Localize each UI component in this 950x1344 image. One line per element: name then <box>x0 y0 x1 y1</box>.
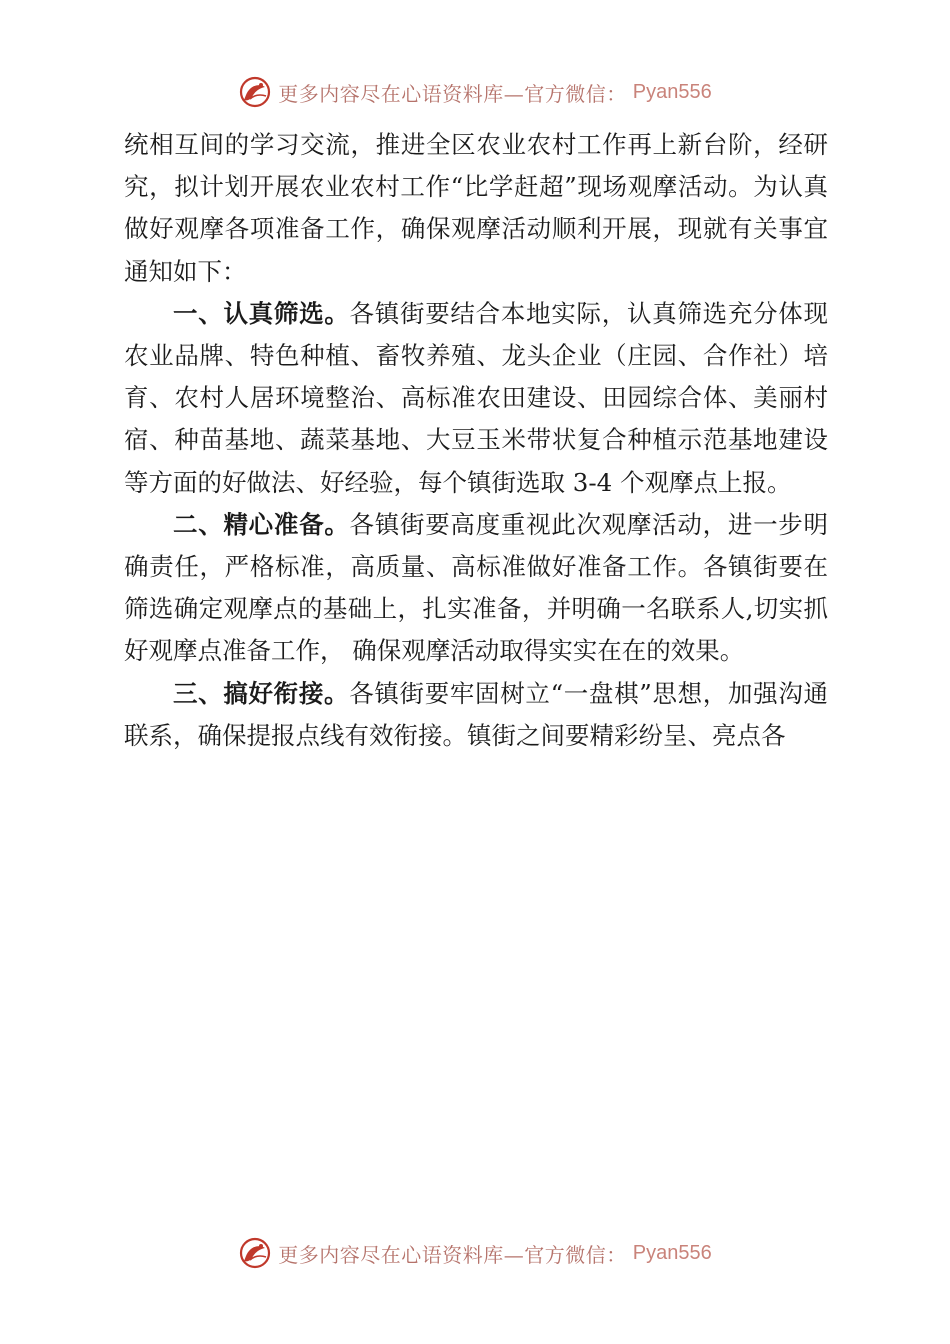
section-heading: 三、搞好衔接。 <box>173 678 350 708</box>
paragraph-text: 各镇街要结合本地实际，认真筛选充分体现农业品牌、特色种植、畜牧养殖、龙头企业（庄园、合作社）培育、农村人居环境整治、高标准农田建设、田园综合体、美丽村宿、种苗基地、蔬菜基地、大豆玉米带状复合种植示范基地建设等方面的好做法、好经验，每个镇街选取 3-4 个观摩点上报。 <box>124 298 829 497</box>
section-heading: 一、认真筛选。 <box>173 298 350 328</box>
paragraph-section-2 <box>124 504 828 673</box>
paragraph-text: 各镇街要牢固树立“一盘棋”思想，加强沟通联系，确保提报点线有效衔接。镇街之间要精彩纷呈、亮点各 <box>124 678 828 750</box>
watermark-text: 更多内容尽在心语资料库—官方微信： <box>278 1242 627 1267</box>
brand-logo-icon <box>238 1236 272 1270</box>
document-body <box>124 124 828 757</box>
watermark-wechat-id: Pyan556 <box>632 1241 712 1264</box>
footer-watermark <box>0 1233 950 1273</box>
brand-logo-icon <box>238 75 272 109</box>
paragraph-text: 各镇街要高度重视此次观摩活动，进一步明确责任，严格标准，高质量、高标准做好准备工作。各镇街要在筛选确定观摩点的基础上，扎实准备，并明确一名联系人,切实抓好观摩点准备工作， 确保观摩活动取得实实在在的效果。 <box>124 509 829 666</box>
header-watermark <box>0 72 950 112</box>
paragraph-section-1 <box>124 293 828 504</box>
paragraph-section-3 <box>124 673 828 757</box>
paragraph-intro <box>124 124 828 293</box>
watermark-text: 更多内容尽在心语资料库—官方微信： <box>278 81 627 106</box>
paragraph-text: 统相互间的学习交流，推进全区农业农村工作再上新台阶，经研究，拟计划开展农业农村工作“比学赶超”现场观摩活动。为认真做好观摩各项准备工作，确保观摩活动顺利开展，现就有关事宜通知如下： <box>124 130 828 286</box>
watermark-wechat-id: Pyan556 <box>632 80 712 103</box>
section-heading: 二、精心准备。 <box>173 509 350 539</box>
